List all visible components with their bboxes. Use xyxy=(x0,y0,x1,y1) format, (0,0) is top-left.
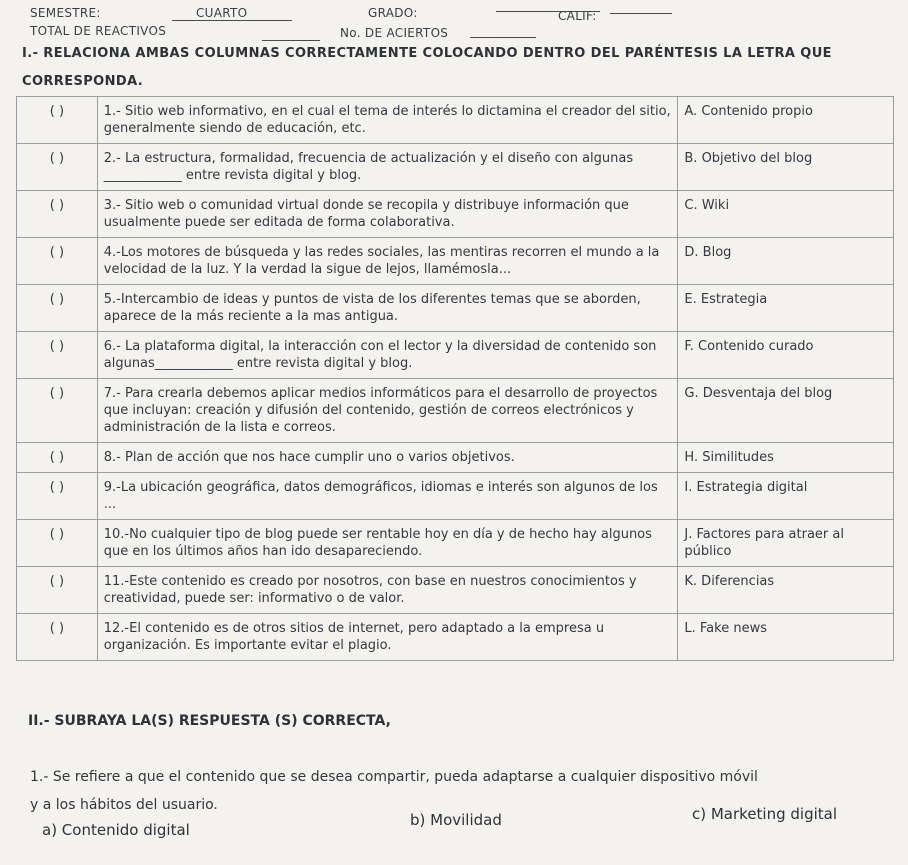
option-text: A. Contenido propio xyxy=(678,97,894,144)
option-c[interactable]: c) Marketing digital xyxy=(692,805,838,823)
grado-label: GRADO: xyxy=(368,6,418,20)
answer-parenthesis[interactable]: ( ) xyxy=(17,379,98,443)
statement-text: 12.-El contenido es de otros sitios de internet, pero adaptado a la empresa u organización. Es importante evitar el plagio. xyxy=(97,614,678,661)
total-reactivos-label: TOTAL DE REACTIVOS xyxy=(30,24,167,38)
option-text: F. Contenido curado xyxy=(678,332,894,379)
semestre-label: SEMESTRE: xyxy=(30,6,101,20)
question1-text-line1: 1.- Se refiere a que el contenido que se desea compartir, pueda adaptarse a cualquier dispositivo móvil xyxy=(30,769,758,785)
option-text: J. Factores para atraer al público xyxy=(678,520,894,567)
calif-label: CALIF: xyxy=(558,9,597,23)
answer-parenthesis[interactable]: ( ) xyxy=(17,520,98,567)
statement-text: 5.-Intercambio de ideas y puntos de vista de los diferentes temas que se aborden, aparece de la más reciente a la mas antigua. xyxy=(97,285,678,332)
option-b[interactable]: b) Movilidad xyxy=(410,811,502,829)
statement-text: 9.-La ubicación geográfica, datos demográficos, idiomas e interés son algunos de los ... xyxy=(97,473,678,520)
section1-instruction-line2: CORRESPONDA. xyxy=(22,74,144,89)
semestre-value: CUARTO xyxy=(196,6,248,20)
aciertos-label: No. DE ACIERTOS xyxy=(340,26,449,40)
matching-table-body xyxy=(17,97,894,661)
statement-text: 8.- Plan de acción que nos hace cumplir uno o varios objetivos. xyxy=(97,443,678,473)
option-text: C. Wiki xyxy=(678,191,894,238)
matching-row xyxy=(17,520,894,567)
answer-parenthesis[interactable]: ( ) xyxy=(17,443,98,473)
statement-text: 11.-Este contenido es creado por nosotros, con base en nuestros conocimientos y creatividad, puede ser: informativo o de valor. xyxy=(97,567,678,614)
matching-row xyxy=(17,191,894,238)
matching-row xyxy=(17,144,894,191)
aciertos-blank-line xyxy=(470,37,536,38)
option-text: L. Fake news xyxy=(678,614,894,661)
matching-row xyxy=(17,473,894,520)
statement-text: 10.-No cualquier tipo de blog puede ser rentable hoy en día y de hecho hay algunos que en los últimos años han ido desapareciendo. xyxy=(97,520,678,567)
matching-row xyxy=(17,379,894,443)
answer-parenthesis[interactable]: ( ) xyxy=(17,285,98,332)
matching-row xyxy=(17,97,894,144)
option-text: E. Estrategia xyxy=(678,285,894,332)
question1-text-line2: y a los hábitos del usuario. xyxy=(30,797,218,813)
statement-text: 6.- La plataforma digital, la interacción con el lector y la diversidad de contenido son algunas____________ entre revista digital y blog. xyxy=(97,332,678,379)
answer-parenthesis[interactable]: ( ) xyxy=(17,97,98,144)
answer-parenthesis[interactable]: ( ) xyxy=(17,191,98,238)
statement-text: 7.- Para crearla debemos aplicar medios informáticos para el desarrollo de proyectos que incluyan: creación y difusión del contenido, gestión de correos electrónicos y administración de la lista e correos. xyxy=(97,379,678,443)
answer-parenthesis[interactable]: ( ) xyxy=(17,473,98,520)
total-blank-line xyxy=(262,40,320,41)
statement-text: 4.-Los motores de búsqueda y las redes sociales, las mentiras recorren el mundo a la velocidad de la luz. Y la verdad la sigue de lejos, llamémosla... xyxy=(97,238,678,285)
answer-parenthesis[interactable]: ( ) xyxy=(17,567,98,614)
statement-text: 2.- La estructura, formalidad, frecuencia de actualización y el diseño con algunas ____________ entre revista digital y blog. xyxy=(97,144,678,191)
option-a[interactable]: a) Contenido digital xyxy=(42,821,190,839)
section2-title: II.- SUBRAYA LA(S) RESPUESTA (S) CORRECTA, xyxy=(28,713,391,729)
matching-row xyxy=(17,567,894,614)
answer-parenthesis[interactable]: ( ) xyxy=(17,144,98,191)
matching-row xyxy=(17,332,894,379)
answer-parenthesis[interactable]: ( ) xyxy=(17,614,98,661)
matching-table xyxy=(16,96,894,661)
option-text: B. Objetivo del blog xyxy=(678,144,894,191)
option-text: K. Diferencias xyxy=(678,567,894,614)
statement-text: 1.- Sitio web informativo, en el cual el tema de interés lo dictamina el creador del sitio, generalmente siendo de educación, etc. xyxy=(97,97,678,144)
matching-row xyxy=(17,443,894,473)
matching-row xyxy=(17,614,894,661)
option-text: H. Similitudes xyxy=(678,443,894,473)
section1-instruction-line1: I.- RELACIONA AMBAS COLUMNAS CORRECTAMENTE COLOCANDO DENTRO DEL PARÉNTESIS LA LETRA QUE xyxy=(22,46,832,61)
option-text: G. Desventaja del blog xyxy=(678,379,894,443)
option-text: D. Blog xyxy=(678,238,894,285)
option-text: I. Estrategia digital xyxy=(678,473,894,520)
matching-row xyxy=(17,238,894,285)
semestre-blank-line xyxy=(172,20,292,21)
statement-text: 3.- Sitio web o comunidad virtual donde se recopila y distribuye información que usualmente puede ser editada de forma colaborativa. xyxy=(97,191,678,238)
answer-parenthesis[interactable]: ( ) xyxy=(17,238,98,285)
answer-parenthesis[interactable]: ( ) xyxy=(17,332,98,379)
matching-row xyxy=(17,285,894,332)
calif-blank-line xyxy=(610,13,672,14)
